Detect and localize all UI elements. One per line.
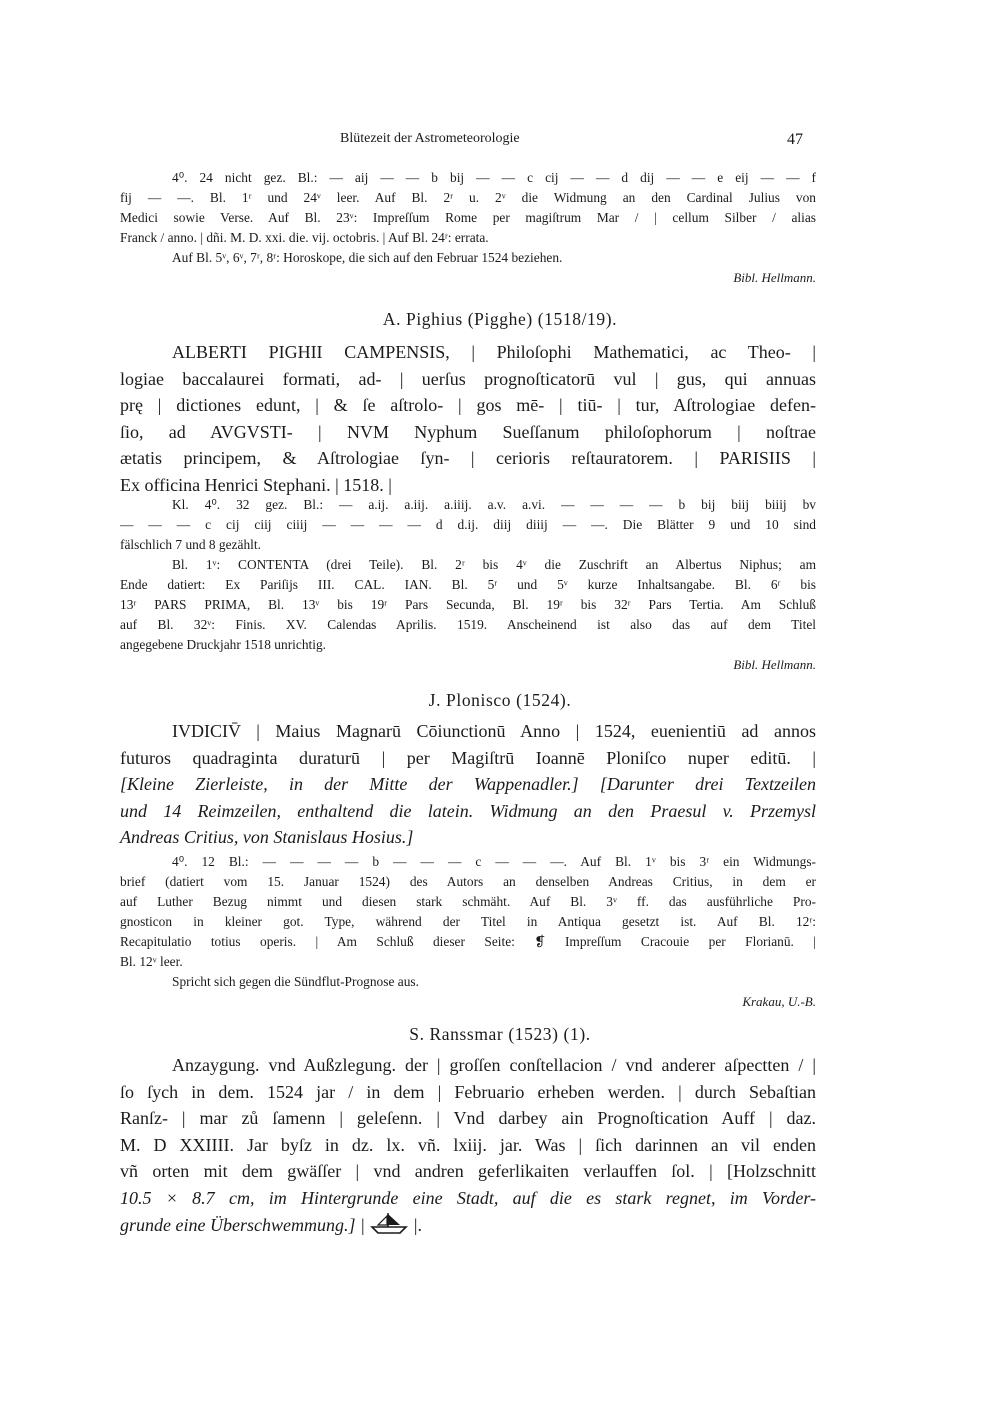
title-line: prę | dictiones edunt, | & ſe aſtrolo- | gos mē- | tiū- | tur, Aſtrologiae defen- bbox=[120, 395, 816, 415]
page-number: 47 bbox=[787, 131, 803, 148]
title-line-final bbox=[120, 1211, 816, 1243]
text-line: Ende datiert: Ex Pariſijs III. CAL. IAN. Bl. 5ʳ und 5ᵛ kurze Inhaltsangabe. Bl. 6ʳ bis bbox=[120, 577, 816, 592]
text-line: 13ʳ PARS PRIMA, Bl. 13ᵛ bis 19ʳ Pars Secunda, Bl. 19ʳ bis 32ʳ Pars Tertia. Am Schluß bbox=[120, 597, 816, 612]
title-line: ætatis principem, & Aſtrologiae ſyn- | cerioris reſtauratorem. | PARISIIS | bbox=[120, 448, 816, 468]
title-line: und 14 Reimzeilen, enthaltend die latein. Widmung an den Praesul v. Przemysl bbox=[120, 800, 816, 821]
title-line: Andreas Critius, von Stanislaus Hosius.] bbox=[120, 827, 414, 847]
text-line: angegebene Druckjahr 1518 unrichtig. bbox=[120, 637, 326, 652]
text-line: gnosticon in kleiner got. Type, während der Titel in Antiqua gesetzt ist. Auf Bl. 12ʳ: bbox=[120, 914, 816, 929]
title-line: [Kleine Zierleiste, in der Mitte der Wappenadler.] [Darunter drei Textzeilen bbox=[120, 774, 816, 794]
text-line: brief (datiert vom 15. Januar 1524) des Autors an denselben Andreas Critius, in dem er bbox=[120, 874, 816, 889]
title-line: ALBERTI PIGHII CAMPENSIS, | Philoſophi Mathematici, ac Theo- | bbox=[172, 342, 816, 362]
book-title-block bbox=[120, 339, 816, 498]
title-line: |. bbox=[413, 1214, 423, 1235]
ship-woodcut-icon bbox=[369, 1211, 409, 1243]
title-line: 10.5 × 8.7 cm, im Hintergrunde eine Stadt, auf die es stark regnet, im Vorder- bbox=[120, 1187, 816, 1208]
title-line: IVDICIV̄ | Maius Magnarū Cōiunctionū Anno | 1524, euenientiū ad annos bbox=[172, 721, 816, 741]
title-line: M. D XXIIII. Jar byſz in dz. lx. vñ. lxiij. jar. Was | ſich darinnen an vil enden bbox=[120, 1134, 816, 1155]
title-line: Anzaygung. vnd Außzlegung. der | groſſen conſtellacion / vnd anderer aſpectten / | bbox=[172, 1055, 816, 1075]
text-line: Recapitulatio totius operis. | Am Schluß dieser Seite: ❡ Impreſſum Cracouie per Florianū. | bbox=[120, 934, 816, 949]
entry-heading: S. Ranssmar (1523) (1). bbox=[409, 1024, 591, 1044]
text-line: Auf Bl. 5ᵛ, 6ᵛ, 7ʳ, 8ʳ: Horoskope, die sich auf den Februar 1524 beziehen. bbox=[172, 250, 563, 265]
library-source: Bibl. Hellmann. bbox=[733, 270, 816, 285]
text-line: fij — —. Bl. 1ʳ und 24ᵛ leer. Auf Bl. 2ʳ u. 2ᵛ die Widmung an den Cardinal Julius von bbox=[120, 190, 816, 205]
entry-description bbox=[120, 852, 816, 1012]
text-line: — — — c cij ciij ciiij — — — — d d.ij. diij diiij — —. Die Blätter 9 und 10 sind bbox=[120, 517, 816, 532]
library-source: Krakau, U.-B. bbox=[742, 994, 816, 1009]
title-line: futuros quadraginta duraturū | per Magiſtrū Ioannē Ploniſco nuper editū. | bbox=[120, 747, 816, 768]
entry-heading: J. Plonisco (1524). bbox=[428, 690, 572, 710]
entry-description bbox=[120, 495, 816, 675]
text-line: Medici sowie Verse. Auf Bl. 23ᵛ: Impreſſum Rome per magiſtrum Mar / | cellum Silber / alias bbox=[120, 210, 816, 225]
text-line: auf Bl. 32ᵛ: Finis. XV. Calendas Aprilis. 1519. Anscheinend ist also das auf dem Titel bbox=[120, 617, 816, 632]
title-line: ſo ſych in dem. 1524 jar / in dem | Februario erheben werden. | durch Sebaſtian bbox=[120, 1081, 816, 1102]
title-line: logiae baccalaurei formati, ad- | uerſus prognoſticatorū vul | gus, qui annuas bbox=[120, 368, 816, 389]
text-line: Bl. 1ᵛ: CONTENTA (drei Teile). Bl. 2ʳ bis 4ᵛ die Zuschrift an Albertus Niphus; am bbox=[172, 557, 816, 572]
entry-heading: A. Pighius (Pigghe) (1518/19). bbox=[382, 309, 618, 329]
entry-continuation bbox=[120, 168, 816, 288]
text-line: fälschlich 7 und 8 gezählt. bbox=[120, 537, 261, 552]
title-line: Ex officina Henrici Stephani. | 1518. | bbox=[120, 474, 392, 495]
book-title-block bbox=[120, 718, 816, 851]
text-line: 4⁰. 24 nicht gez. Bl.: — aij — — b bij — — c cij — — d dij — — e eij — — f bbox=[172, 170, 816, 185]
text-line: Kl. 4⁰. 32 gez. Bl.: — a.ij. a.iij. a.iiij. a.v. a.vi. — — — — b bij biij biiij bv bbox=[172, 497, 816, 512]
text-line: 4⁰. 12 Bl.: — — — — b — — — c — — —. Auf Bl. 1ᵛ bis 3ʳ ein Widmungs- bbox=[172, 854, 816, 869]
title-line: Ranſz- | mar zů ſamenn | geleſenn. | Vnd darbey ain Prognoſtication Auff | daz. bbox=[120, 1108, 816, 1128]
title-line: ſio, ad AVGVSTI- | NVM Nyphum Sueſſanum philoſophorum | noſtrae bbox=[120, 421, 816, 442]
library-source: Bibl. Hellmann. bbox=[733, 657, 816, 672]
running-title: Blütezeit der Astrometeorologie bbox=[340, 131, 520, 146]
book-title-block bbox=[120, 1052, 816, 1243]
title-line: vñ orten mit dem gwäſſer | vnd andren geferlikaiten verlauffen ſol. | [Holzschnitt bbox=[120, 1161, 816, 1181]
text-line: Franck / anno. | dñi. M. D. xxi. die. vij. octobris. | Auf Bl. 24ʳ: errata. bbox=[120, 230, 489, 245]
text-line: Bl. 12ᵛ leer. bbox=[120, 954, 183, 969]
text-line: auf Luther Bezug nimmt und diesen stark schmäht. Auf Bl. 3ᵛ ff. das ausführliche Pro- bbox=[120, 894, 816, 909]
title-line: grunde eine Überschwemmung.] | bbox=[120, 1214, 370, 1235]
text-line: Spricht sich gegen die Sündflut-Prognose aus. bbox=[172, 974, 419, 989]
